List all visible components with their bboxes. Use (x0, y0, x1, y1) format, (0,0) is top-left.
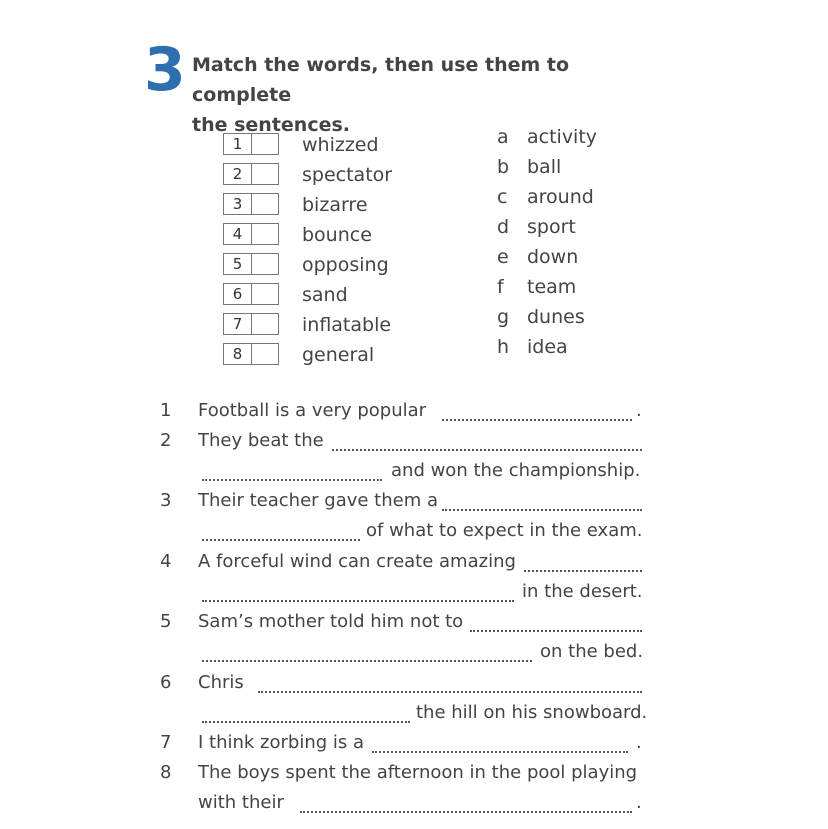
option-word: activity (527, 126, 598, 148)
sentence-text-line-2: with their (198, 792, 284, 813)
option-word: sport (527, 216, 576, 238)
option-letter: b (497, 156, 510, 178)
answer-slot[interactable] (252, 194, 278, 214)
option-letter: a (497, 126, 509, 148)
option-letter: d (497, 216, 510, 238)
answer-box[interactable] (223, 283, 279, 305)
answer-blank[interactable] (202, 660, 532, 662)
option-word: around (527, 186, 594, 208)
option-word: ball (527, 156, 562, 178)
answer-slot[interactable] (252, 164, 278, 184)
sentence-continuation: and won the championship. (391, 460, 641, 481)
sentence-number: 2 (160, 430, 172, 451)
sentence-number: 8 (160, 762, 172, 783)
option-letter: h (497, 336, 510, 358)
sentence-number: 4 (160, 551, 172, 572)
item-number: 2 (224, 164, 252, 184)
item-number: 4 (224, 224, 252, 244)
answer-blank[interactable] (258, 691, 642, 693)
answer-box[interactable] (223, 193, 279, 215)
sentence-continuation: of what to expect in the exam. (366, 520, 643, 541)
left-word: general (302, 344, 375, 366)
sentence-text: I think zorbing is a (198, 732, 365, 753)
sentence-continuation: the hill on his snowboard. (416, 702, 648, 723)
option-word: dunes (527, 306, 585, 328)
item-number: 5 (224, 254, 252, 274)
option-word: idea (527, 336, 568, 358)
answer-slot[interactable] (252, 284, 278, 304)
sentence-end: . (636, 732, 642, 753)
left-word: inflatable (302, 314, 392, 336)
answer-box[interactable] (223, 253, 279, 275)
option-letter: e (497, 246, 509, 268)
answer-blank[interactable] (524, 570, 642, 572)
sentence-text: A forceful wind can create amazing (198, 551, 516, 572)
sentence-continuation: in the desert. (522, 581, 643, 602)
instruction-line-2: the sentences. (192, 114, 351, 136)
sentence-text: Sam’s mother told him not to (198, 611, 464, 632)
answer-box[interactable] (223, 223, 279, 245)
answer-slot[interactable] (252, 134, 278, 154)
left-word: bounce (302, 224, 372, 246)
answer-box[interactable] (223, 313, 279, 335)
option-letter: c (497, 186, 508, 208)
sentence-text: Chris (198, 672, 244, 693)
answer-blank[interactable] (442, 509, 642, 511)
item-number: 7 (224, 314, 252, 334)
item-number: 8 (224, 344, 252, 364)
sentence-number: 3 (160, 490, 172, 511)
answer-box[interactable] (223, 343, 279, 365)
item-number: 3 (224, 194, 252, 214)
answer-blank[interactable] (442, 419, 632, 421)
sentence-text: Football is a very popular (198, 400, 427, 421)
instruction-line-1: Match the words, then use them to complete (192, 54, 570, 106)
item-number: 6 (224, 284, 252, 304)
answer-slot[interactable] (252, 224, 278, 244)
sentence-number: 1 (160, 400, 172, 421)
left-word: spectator (302, 164, 393, 186)
left-word: sand (302, 284, 348, 306)
sentence-text: The boys spent the afternoon in the pool playing (198, 762, 638, 783)
answer-blank[interactable] (202, 721, 410, 723)
option-word: down (527, 246, 579, 268)
answer-slot[interactable] (252, 254, 278, 274)
sentence-end: . (636, 400, 642, 421)
left-word: whizzed (302, 134, 379, 156)
answer-blank[interactable] (202, 539, 360, 541)
sentence-continuation: on the bed. (540, 641, 644, 662)
sentence-number: 7 (160, 732, 172, 753)
left-word: bizarre (302, 194, 368, 216)
item-number: 1 (224, 134, 252, 154)
answer-blank[interactable] (202, 600, 514, 602)
option-word: team (527, 276, 577, 298)
answer-box[interactable] (223, 133, 279, 155)
sentence-number: 6 (160, 672, 172, 693)
answer-blank[interactable] (332, 449, 642, 451)
sentence-text: They beat the (198, 430, 324, 451)
answer-blank[interactable] (300, 811, 632, 813)
option-letter: g (497, 306, 510, 328)
option-letter: f (497, 276, 504, 298)
answer-box[interactable] (223, 163, 279, 185)
left-word: opposing (302, 254, 389, 276)
answer-blank[interactable] (470, 630, 642, 632)
answer-slot[interactable] (252, 344, 278, 364)
answer-blank[interactable] (372, 751, 628, 753)
sentence-number: 5 (160, 611, 172, 632)
sentence-text: Their teacher gave them a (198, 490, 438, 511)
exercise-number: 3 (144, 35, 186, 105)
answer-slot[interactable] (252, 314, 278, 334)
answer-blank[interactable] (202, 479, 382, 481)
sentence-end: . (636, 792, 642, 813)
